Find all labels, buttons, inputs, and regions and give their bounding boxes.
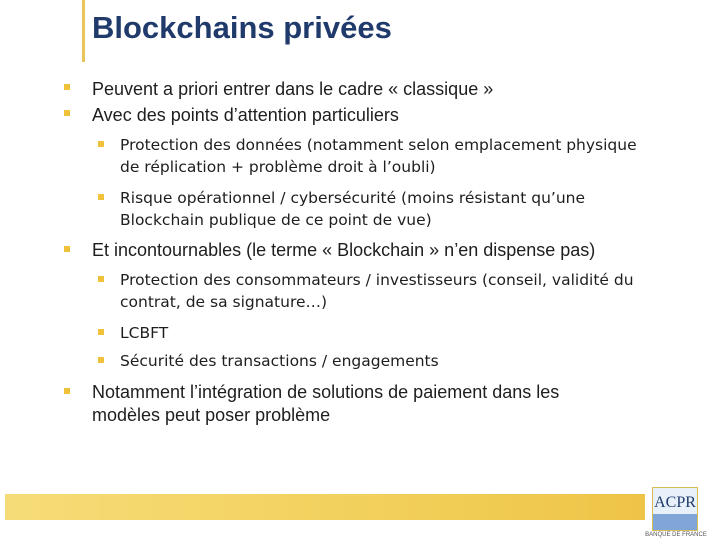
sub-bullet-marker	[98, 194, 104, 200]
bullet-marker	[64, 388, 70, 394]
logo-wave	[653, 514, 697, 530]
bullet-marker	[64, 110, 70, 116]
sub-bullet-item: Sécurité des transactions / engagements	[120, 352, 439, 370]
slide-title: Blockchains privées	[92, 10, 392, 45]
sub-bullet-marker	[98, 329, 104, 335]
sub-bullet-marker	[98, 276, 104, 282]
bullet-marker	[64, 246, 70, 252]
logo-subtitle: BANQUE DE FRANCE	[645, 532, 707, 538]
sub-bullet-marker	[98, 141, 104, 147]
logo-frame	[652, 487, 698, 531]
sub-bullet-item: Protection des données (notamment selon emplacement physique de réplication + problème droit à l’oubli)	[120, 136, 637, 176]
bullet-item: Avec des points d’attention particuliers	[92, 105, 399, 125]
bullet-item: Notamment l’intégration de solutions de paiement dans les modèles peut poser problème	[92, 382, 560, 425]
logo-name: ACPR	[654, 494, 696, 511]
sub-bullet-item: Protection des consommateurs / investisseurs (conseil, validité du contrat, de sa signature…)	[120, 271, 634, 311]
bullet-marker	[64, 84, 70, 90]
sub-bullet-item: Risque opérationnel / cybersécurité (moins résistant qu’une Blockchain publique de ce point de vue)	[120, 189, 586, 229]
acpr-logo	[645, 485, 707, 538]
sub-bullet-marker	[98, 357, 104, 363]
bullet-item: Et incontournables (le terme « Blockchain » n’en dispense pas)	[92, 240, 596, 260]
bullet-item: Peuvent a priori entrer dans le cadre « classique »	[92, 79, 494, 99]
sub-bullet-item: LCBFT	[120, 324, 169, 342]
footer-bar	[5, 494, 645, 520]
title-accent-bar	[82, 0, 85, 62]
